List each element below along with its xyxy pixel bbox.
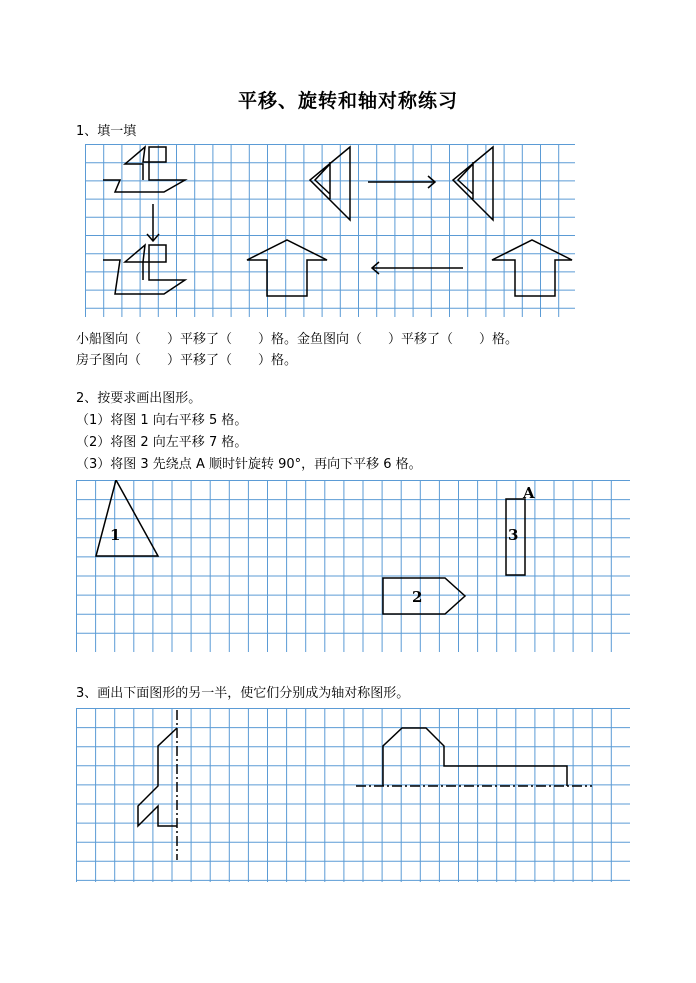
q1-line2: 房子图向（ ）平移了（ ）格。 <box>76 353 298 368</box>
right-half-shape <box>383 728 567 786</box>
figure-1-label: 1 <box>110 526 121 544</box>
figure-3-label: 3 <box>508 526 519 544</box>
figure-2-label: 2 <box>412 588 423 606</box>
left-half-shape <box>138 728 177 826</box>
q2-item2: （2）将图 2 向左平移 7 格。 <box>76 435 248 450</box>
q3-heading: 3、画出下面图形的另一半，使它们分别成为轴对称图形。 <box>76 686 410 701</box>
q3-grid <box>76 708 630 882</box>
fish-shape-original <box>310 147 350 220</box>
q2-grid <box>76 480 630 652</box>
point-a-label: A <box>523 484 535 502</box>
page-title: 平移、旋转和轴对称练习 <box>237 90 458 112</box>
fish-shape-moved <box>453 147 493 220</box>
q1-grid <box>85 144 575 317</box>
q2-heading: 2、按要求画出图形。 <box>76 391 202 406</box>
boat-shape-original <box>103 147 185 192</box>
q1-heading: 1、填一填 <box>76 124 137 139</box>
figure-2-pentagon <box>383 578 465 614</box>
figure-1-triangle <box>96 480 158 556</box>
boat-shape-moved <box>103 245 185 294</box>
q2-item1: （1）将图 1 向右平移 5 格。 <box>76 413 248 428</box>
q1-line1: 小船图向（ ）平移了（ ）格。金鱼图向（ ）平移了（ ）格。 <box>76 332 519 347</box>
q2-item3: （3）将图 3 先绕点 A 顺时针旋转 90°，再向下平移 6 格。 <box>76 457 422 472</box>
house-shape-moved <box>247 240 327 296</box>
